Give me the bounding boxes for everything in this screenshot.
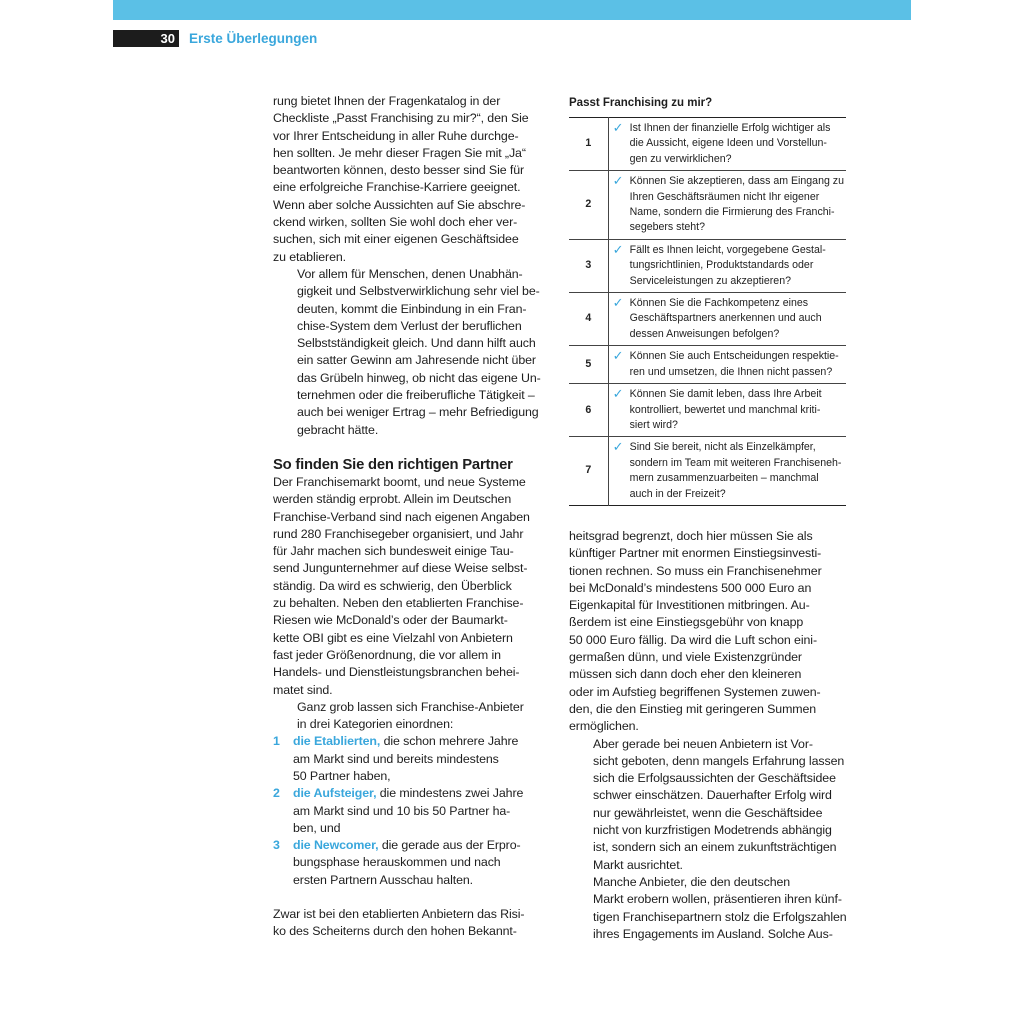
text-line: ein satter Gewinn am Jahresende nicht über: [297, 353, 536, 368]
text-line: Können Sie damit leben, dass Ihre Arbeit: [629, 388, 822, 401]
checklist-row: [569, 437, 846, 506]
text-line: ßerdem ist eine Einstiegsgebühr von knapp: [569, 615, 804, 630]
paragraph: [569, 874, 851, 943]
text-line: das Grübeln hinweg, ob nicht das eigene Un-: [297, 370, 541, 385]
text-line: kette OBI gibt es eine Vielzahl von Anbietern: [273, 630, 513, 645]
checklist-number: 7: [569, 437, 608, 506]
checklist-number: 5: [569, 346, 608, 384]
text-line: Handels- und Dienstleistungsbranchen behei-: [273, 665, 520, 680]
text-line: auch bei weniger Ertrag – mehr Befriedigung: [297, 405, 539, 420]
text-line: gigkeit und Selbstverwirklichung sehr viel be-: [297, 284, 540, 299]
text-line: send Jungunternehmer auf diese Weise selbst-: [273, 561, 528, 576]
checklist-number: 6: [569, 384, 608, 437]
text-line: Sind Sie bereit, nicht als Einzelkämpfer,: [629, 441, 816, 454]
text-line: für Jahr machen sich bundesweit einige Tau-: [273, 544, 514, 559]
text-line: Zwar ist bei den etablierten Anbietern das Risi-: [273, 907, 525, 922]
text-line: deuten, kommt die Einbindung in ein Fran-: [297, 301, 527, 316]
text-line: in drei Kategorien einordnen:: [297, 717, 454, 732]
checklist-number: 1: [569, 118, 608, 171]
section-heading: So finden Sie den richtigen Partner: [273, 456, 513, 473]
text-line: müssen sich dann doch eher den kleineren: [569, 667, 802, 682]
text-line: dessen Anweisungen befolgen?: [629, 327, 780, 340]
checklist-box: [569, 96, 846, 506]
text-line: rung bietet Ihnen der Fragenkatalog in der: [273, 94, 501, 108]
text-line: Können Sie auch Entscheidungen respektie-: [629, 350, 839, 363]
text-line: ständig. Da wird es schwierig, den Überblick: [273, 578, 512, 593]
list-number: 3: [273, 838, 280, 853]
text-line: ternehmen oder die freiberufliche Tätigkeit –: [297, 388, 535, 403]
paragraph: [569, 736, 851, 874]
text-line: ben, und: [293, 820, 341, 835]
text-line: Können Sie die Fachkompetenz eines: [629, 297, 809, 310]
text-line: Serviceleistungen zu akzeptieren?: [629, 274, 791, 287]
checklist-question: [608, 384, 846, 437]
text-line: 50 000 Euro fällig. Da wird die Luft schon eini-: [569, 632, 817, 647]
category-list-item: [273, 785, 553, 837]
text-line: Name, sondern die Firmierung des Franchi-: [629, 206, 835, 219]
checklist-row: [569, 293, 846, 346]
checklist-question: [608, 293, 846, 346]
text-line: nur gewährleistet, wenn die Geschäftsidee: [593, 805, 823, 820]
text-line: die Etablierten, die schon mehrere Jahre: [293, 734, 519, 749]
checklist-question: [608, 239, 846, 292]
category-list-item: [273, 837, 553, 889]
text-line: chise-System dem Verlust der beruflichen: [297, 318, 522, 333]
text-line: auch in der Freizeit?: [629, 487, 726, 500]
checklist-row: [569, 171, 846, 240]
text-line: Riesen wie McDonald’s oder der Baumarkt-: [273, 613, 508, 628]
text-line: Ganz grob lassen sich Franchise-Anbieter: [297, 699, 524, 714]
text-line: künftiger Partner mit enormen Einstiegsinvesti-: [569, 546, 822, 561]
checklist-row: [569, 384, 846, 437]
page-number: 30: [113, 30, 179, 47]
text-line: Können Sie akzeptieren, dass am Eingang zu: [629, 175, 844, 188]
text-line: die Aufsteiger, die mindestens zwei Jahre: [293, 786, 524, 801]
section-title: Erste Überlegungen: [189, 31, 318, 46]
text-line: Selbstständigkeit gleich. Und dann hilft auch: [297, 336, 536, 351]
checklist-title: Passt Franchising zu mir?: [569, 97, 713, 109]
check-icon: ✓: [612, 295, 624, 311]
left-text-column: [273, 93, 553, 941]
category-name: die Newcomer,: [293, 838, 379, 853]
category-name: die Aufsteiger,: [293, 786, 377, 801]
checklist-question: [608, 171, 846, 240]
text-line: sich die Erfolgsaussichten der Geschäftsidee: [593, 771, 836, 786]
check-icon: ✓: [612, 173, 624, 189]
text-line: ihres Engagements im Ausland. Solche Aus-: [593, 926, 833, 941]
category-name: die Etablierten,: [293, 734, 381, 749]
text-line: ckend wirken, sollten Sie wohl doch eher ver-: [273, 215, 518, 230]
text-line: ren und umsetzen, die Ihnen nicht passen?: [629, 365, 833, 378]
text-line: fast jeder Größenordnung, die vor allem in: [273, 647, 501, 662]
text-line: kontrolliert, bewertet und manchmal kriti-: [629, 403, 821, 416]
text-line: nicht von kurzfristigen Modetrends abhängig: [593, 823, 832, 838]
text-line: Checkliste „Passt Franchising zu mir?“, den Sie: [273, 111, 529, 126]
text-line: hen sollten. Je mehr dieser Fragen Sie mit „Ja“: [273, 145, 526, 160]
text-line: tionen rechnen. So muss ein Franchisenehmer: [569, 563, 822, 578]
paragraph: [273, 93, 553, 266]
text-line: 50 Partner haben,: [293, 768, 391, 783]
text-line: zu etablieren.: [273, 249, 346, 264]
text-line: tungsrichtlinien, Produktstandards oder: [629, 259, 814, 272]
text-line: Wenn aber solche Aussichten auf Sie abschre-: [273, 197, 526, 212]
text-line: Geschäftspartners anerkennen und auch: [629, 312, 822, 325]
text-line: Fällt es Ihnen leicht, vorgegebene Gestal-: [629, 243, 826, 256]
checklist-number: 4: [569, 293, 608, 346]
top-color-bar: [113, 0, 911, 20]
text-line: Eigenkapital für Investitionen mitbringen. Au-: [569, 598, 810, 613]
text-line: gebracht hätte.: [297, 422, 379, 437]
text-line: bei McDonald’s mindestens 500 000 Euro an: [569, 580, 812, 595]
text-line: Ihren Geschäftsräumen nicht Ihr eigener: [629, 190, 820, 203]
paragraph: [273, 266, 553, 439]
text-line: beantworten können, desto besser sind Sie für: [273, 163, 525, 178]
text-line: Aber gerade bei neuen Anbietern ist Vor-: [593, 736, 813, 751]
check-icon: ✓: [612, 439, 624, 455]
text-line: Vor allem für Menschen, denen Unabhän-: [297, 266, 523, 281]
checklist-question: [608, 437, 846, 506]
text-line: die Aussicht, eigene Ideen und Vorstellun-: [629, 137, 827, 150]
text-line: schwer einschätzen. Dauerhafter Erfolg wird: [593, 788, 832, 803]
checklist-row: [569, 346, 846, 384]
category-list: [273, 733, 553, 889]
text-line: ko des Scheiterns durch den hohen Bekannt-: [273, 924, 517, 939]
text-line: Franchise-Verband sind nach eigenen Angaben: [273, 509, 530, 524]
right-text-column: [569, 528, 851, 943]
check-icon: ✓: [612, 348, 624, 364]
text-line: oder im Aufstieg begriffenen Systemen zuwen-: [569, 684, 821, 699]
text-line: den, die den Einstieg mit geringeren Summen: [569, 701, 817, 716]
check-icon: ✓: [612, 120, 624, 135]
text-line: die Newcomer, die gerade aus der Erpro-: [293, 838, 521, 853]
text-line: suchen, sich mit einer eigenen Geschäftsidee: [273, 232, 519, 247]
text-line: sondern im Team mit weiteren Franchiseneh-: [629, 456, 842, 469]
list-number: 1: [273, 734, 280, 749]
text-line: mern zusammenzuarbeiten – manchmal: [629, 472, 819, 485]
text-line: am Markt sind und 10 bis 50 Partner ha-: [293, 803, 511, 818]
checklist-number: 3: [569, 239, 608, 292]
text-line: vor Ihrer Entscheidung in aller Ruhe durchge-: [273, 128, 519, 143]
text-line: eine erfolgreiche Franchise-Karriere geeignet.: [273, 180, 521, 195]
text-line: Ist Ihnen der finanzielle Erfolg wichtiger als: [629, 122, 831, 134]
checklist-question: [608, 346, 846, 384]
text-line: zu behalten. Neben den etablierten Franchise-: [273, 596, 524, 611]
paragraph: [273, 906, 553, 941]
text-line: Der Franchisemarkt boomt, und neue Systeme: [273, 474, 526, 489]
checklist-row: [569, 118, 846, 171]
text-line: ersten Partnern Ausschau halten.: [293, 872, 474, 887]
paragraph: [273, 699, 553, 734]
text-line: rund 280 Franchisegeber organisiert, und Jahr: [273, 526, 524, 541]
text-line: Markt ausrichtet.: [593, 857, 683, 872]
text-line: ermöglichen.: [569, 719, 639, 734]
text-line: Markt erobern wollen, präsentieren ihren künf-: [593, 892, 842, 907]
checklist-row: [569, 239, 846, 292]
list-number: 2: [273, 786, 280, 801]
text-line: sicht geboten, denn mangels Erfahrung lassen: [593, 753, 845, 768]
category-list-item: [273, 733, 553, 785]
text-line: am Markt sind und bereits mindestens: [293, 751, 499, 766]
text-line: ist, sondern sich an einem zukunftsträchtigen: [593, 840, 837, 855]
checklist-table: [569, 117, 846, 506]
text-line: bungsphase herauskommen und nach: [293, 855, 501, 870]
checklist-question: [608, 118, 846, 171]
text-line: heitsgrad begrenzt, doch hier müssen Sie als: [569, 529, 813, 543]
text-line: siert wird?: [629, 418, 678, 431]
paragraph: [273, 474, 553, 699]
text-line: germaßen dünn, und viele Existenzgründer: [569, 650, 802, 665]
text-line: gen zu verwirklichen?: [629, 152, 732, 165]
text-line: tigen Franchisepartnern stolz die Erfolgszahlen: [593, 909, 847, 924]
text-line: Manche Anbieter, die den deutschen: [593, 874, 791, 889]
checklist-number: 2: [569, 171, 608, 240]
check-icon: ✓: [612, 241, 624, 257]
text-line: segebers steht?: [629, 221, 706, 234]
check-icon: ✓: [612, 386, 624, 402]
text-line: werden ständig erprobt. Allein im Deutschen: [273, 492, 512, 507]
text-line: matet sind.: [273, 682, 333, 697]
paragraph: [569, 528, 851, 736]
